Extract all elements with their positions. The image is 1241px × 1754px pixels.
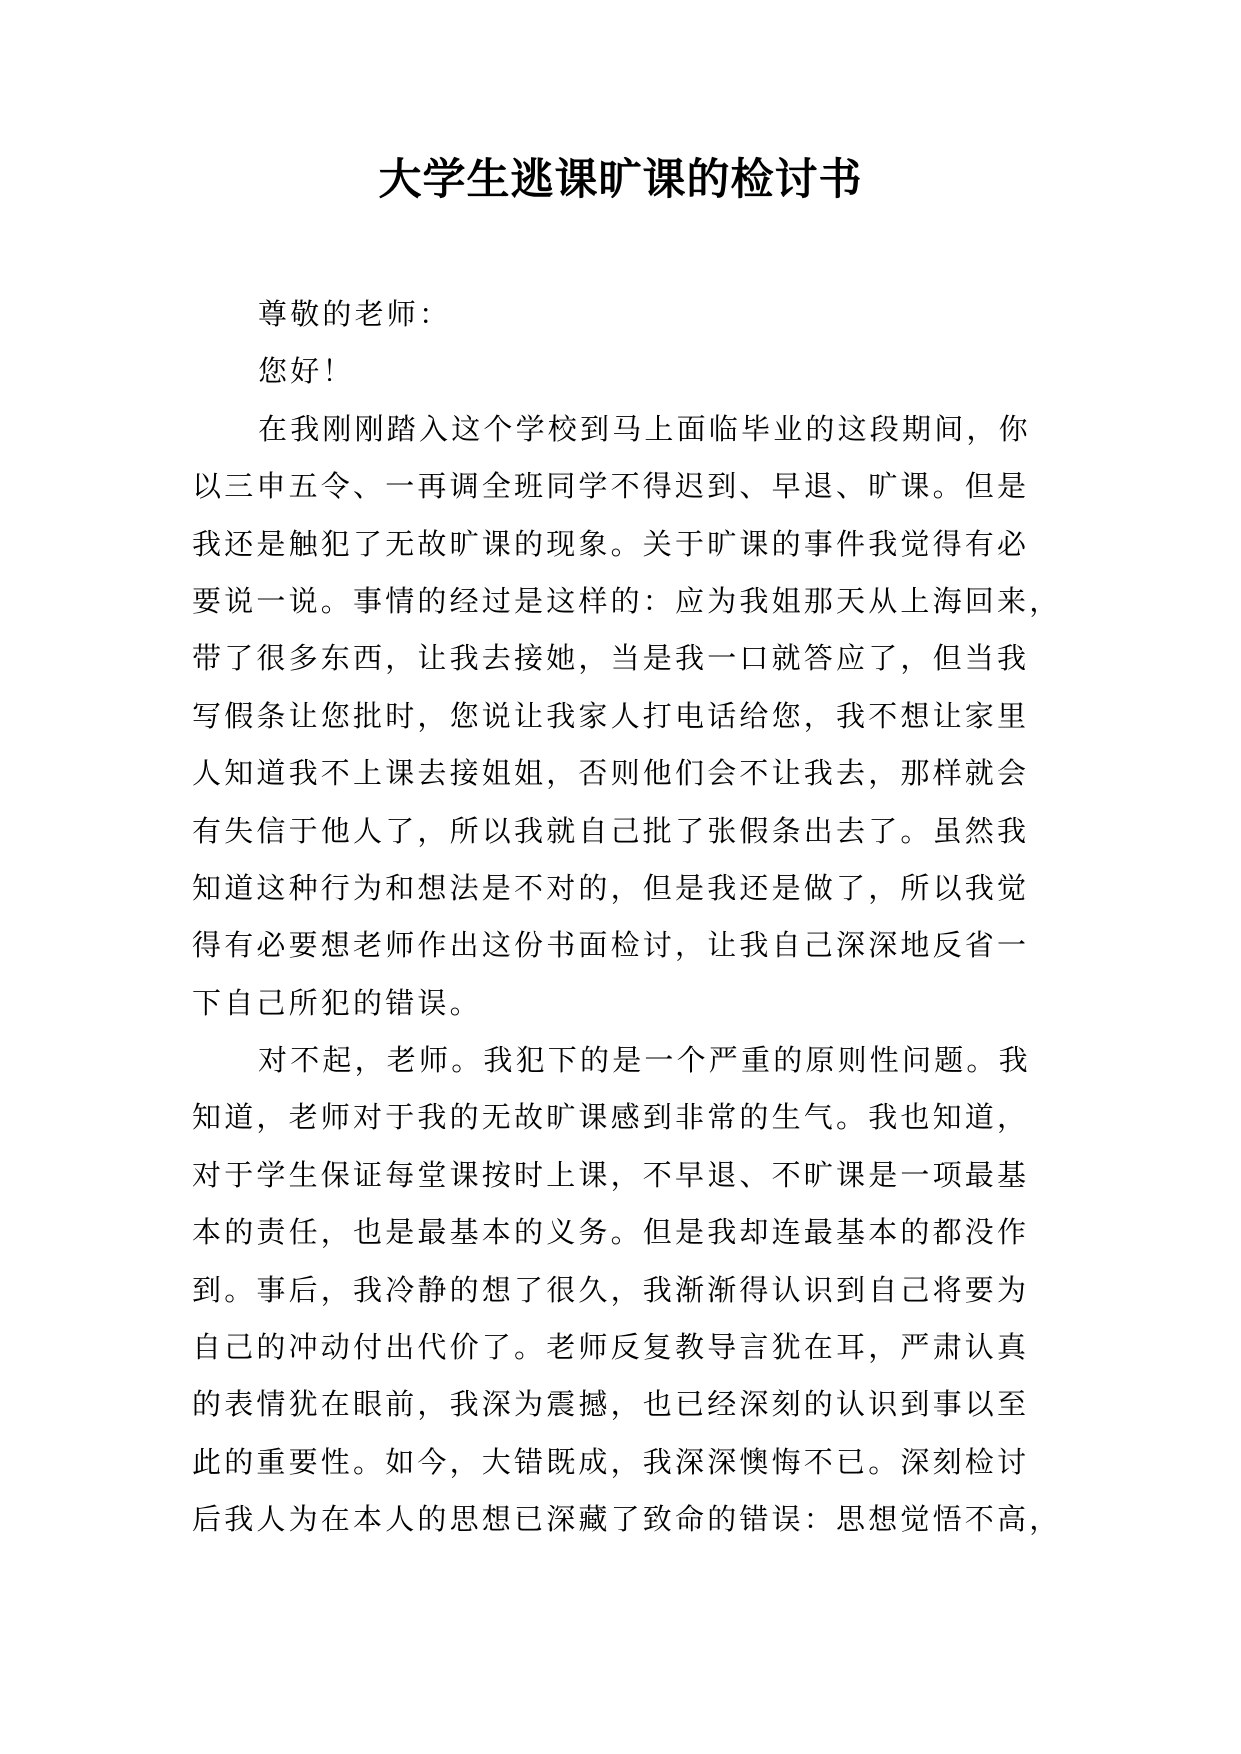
paragraph-2-line: 自己的冲动付出代价了。老师反复教导言犹在耳，严肃认真 <box>192 1330 1030 1365</box>
paragraph-1-line: 写假条让您批时，您说让我家人打电话给您，我不想让家里 <box>192 698 1030 733</box>
paragraph-1-line: 得有必要想老师作出这份书面检讨，让我自己深深地反省一 <box>192 928 1030 963</box>
paragraph-2-line: 知道，老师对于我的无故旷课感到非常的生气。我也知道， <box>192 1100 1030 1135</box>
paragraph-2-line: 到。事后，我冷静的想了很久，我渐渐得认识到自己将要为 <box>192 1272 1030 1307</box>
paragraph-1-line: 有失信于他人了，所以我就自己批了张假条出去了。虽然我 <box>192 813 1030 848</box>
paragraph-1-line: 知道这种行为和想法是不对的，但是我还是做了，所以我觉 <box>192 870 1030 905</box>
paragraph-1-line: 带了很多东西，让我去接她，当是我一口就答应了，但当我 <box>192 641 1030 676</box>
document-body <box>192 286 1062 1549</box>
paragraph-1-line: 在我刚刚踏入这个学校到马上面临毕业的这段期间，你 <box>258 411 1031 446</box>
greeting-line: 您好！ <box>258 354 355 389</box>
paragraph-2-line: 对不起，老师。我犯下的是一个严重的原则性问题。我 <box>258 1043 1031 1078</box>
paragraph-2-line: 的表情犹在眼前，我深为震撼，也已经深刻的认识到事以至 <box>192 1387 1030 1422</box>
paragraph-1-line: 我还是触犯了无故旷课的现象。关于旷课的事件我觉得有必 <box>192 526 1030 561</box>
paragraph-2-line: 此的重要性。如今，大错既成，我深深懊悔不已。深刻检讨 <box>192 1444 1030 1479</box>
paragraph-1-line: 下自己所犯的错误。 <box>192 985 482 1020</box>
paragraph-2-line: 本的责任，也是最基本的义务。但是我却连最基本的都没作 <box>192 1215 1030 1250</box>
paragraph-2-line: 后我人为在本人的思想已深藏了致命的错误：思想觉悟不高， <box>192 1502 1062 1537</box>
paragraph-1-line: 人知道我不上课去接姐姐，否则他们会不让我去，那样就会 <box>192 756 1030 791</box>
paragraph-1-line: 要说一说。事情的经过是这样的：应为我姐那天从上海回来， <box>192 583 1062 618</box>
salutation-line: 尊敬的老师： <box>258 297 452 331</box>
document-title: 大学生逃课旷课的检讨书 <box>378 155 863 205</box>
paragraph-1-line: 以三申五令、一再调全班同学不得迟到、早退、旷课。但是 <box>192 469 1030 504</box>
paragraph-2-line: 对于学生保证每堂课按时上课，不早退、不旷课是一项最基 <box>192 1157 1030 1192</box>
